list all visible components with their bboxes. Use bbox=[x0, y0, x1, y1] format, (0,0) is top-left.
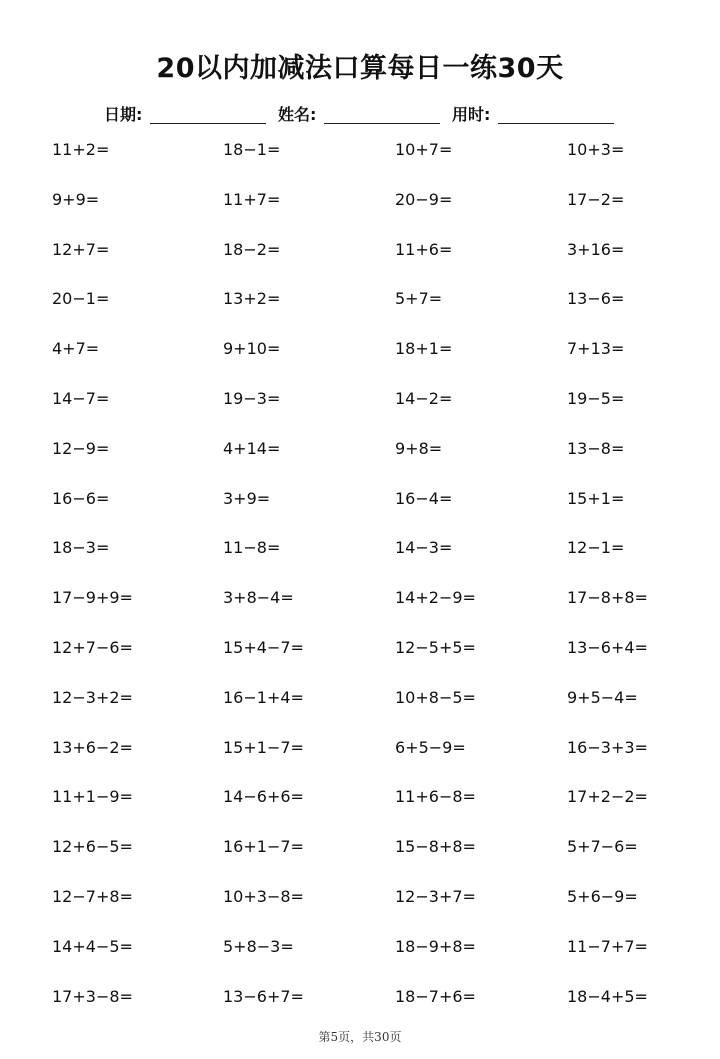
problem-item: 3+16= bbox=[567, 239, 625, 259]
problem-item: 12−3+2= bbox=[52, 687, 133, 707]
problem-item: 19−5= bbox=[567, 388, 625, 408]
page-title: 20以内加减法口算每日一练30天 bbox=[156, 53, 564, 84]
problem-item: 14−7= bbox=[52, 388, 110, 408]
problem-item: 6+5−9= bbox=[395, 737, 466, 757]
problem-item: 19−3= bbox=[223, 388, 281, 408]
problem-item: 14−2= bbox=[395, 388, 453, 408]
problem-item: 12−1= bbox=[567, 538, 625, 558]
problem-item: 16−4= bbox=[395, 488, 453, 508]
problem-row bbox=[52, 881, 692, 931]
problem-row bbox=[52, 682, 692, 732]
problem-item: 13+2= bbox=[223, 289, 281, 309]
problem-item: 13+6−2= bbox=[52, 737, 133, 757]
problem-row bbox=[52, 582, 692, 632]
problem-row bbox=[52, 781, 692, 831]
date-label: 日期: bbox=[104, 105, 143, 124]
problem-item: 12+6−5= bbox=[52, 837, 133, 857]
problem-row bbox=[52, 931, 692, 981]
problem-item: 12+7= bbox=[52, 239, 110, 259]
problem-item: 9+10= bbox=[223, 339, 281, 359]
problem-item: 12+7−6= bbox=[52, 637, 133, 657]
problem-item: 12−5+5= bbox=[395, 637, 476, 657]
problem-item: 16−1+4= bbox=[223, 687, 304, 707]
problem-item: 18−7+6= bbox=[395, 986, 476, 1006]
problem-row bbox=[52, 831, 692, 881]
name-field bbox=[278, 102, 440, 125]
problem-item: 12−9= bbox=[52, 438, 110, 458]
problem-item: 12−7+8= bbox=[52, 886, 133, 906]
info-row bbox=[0, 102, 720, 128]
problem-item: 20−9= bbox=[395, 189, 453, 209]
problem-item: 11−8= bbox=[223, 538, 281, 558]
problem-item: 9+5−4= bbox=[567, 687, 638, 707]
problem-item: 17+2−2= bbox=[567, 787, 648, 807]
problem-row bbox=[52, 383, 692, 433]
problem-item: 16+1−7= bbox=[223, 837, 304, 857]
problem-item: 16−6= bbox=[52, 488, 110, 508]
problem-item: 11+6= bbox=[395, 239, 453, 259]
problem-item: 15+1−7= bbox=[223, 737, 304, 757]
name-blank-line bbox=[324, 107, 440, 124]
problem-item: 18+1= bbox=[395, 339, 453, 359]
time-blank-line bbox=[498, 107, 614, 124]
problem-item: 15+1= bbox=[567, 488, 625, 508]
problem-row bbox=[52, 532, 692, 582]
problem-row bbox=[52, 981, 692, 1031]
problem-item: 10+3−8= bbox=[223, 886, 304, 906]
problem-item: 14−3= bbox=[395, 538, 453, 558]
name-label: 姓名: bbox=[278, 105, 317, 124]
page-number-footer: 第5页，共30页 bbox=[318, 1030, 402, 1044]
problem-item: 5+7= bbox=[395, 289, 443, 309]
problem-item: 13−6= bbox=[567, 289, 625, 309]
problem-item: 14+2−9= bbox=[395, 588, 476, 608]
problem-item: 17−2= bbox=[567, 189, 625, 209]
time-field bbox=[452, 102, 614, 125]
problem-item: 17+3−8= bbox=[52, 986, 133, 1006]
problem-item: 3+8−4= bbox=[223, 588, 294, 608]
problem-item: 15−8+8= bbox=[395, 837, 476, 857]
problem-item: 15+4−7= bbox=[223, 637, 304, 657]
problem-item: 11+2= bbox=[52, 140, 110, 159]
problem-item: 4+7= bbox=[52, 339, 100, 359]
problem-row bbox=[52, 632, 692, 682]
problem-row bbox=[52, 483, 692, 533]
problem-item: 18−4+5= bbox=[567, 986, 648, 1006]
problem-item: 10+3= bbox=[567, 140, 625, 159]
date-field bbox=[104, 102, 266, 125]
problem-row bbox=[52, 333, 692, 383]
problem-item: 20−1= bbox=[52, 289, 110, 309]
problem-item: 13−8= bbox=[567, 438, 625, 458]
problem-item: 14+4−5= bbox=[52, 936, 133, 956]
problem-item: 11+6−8= bbox=[395, 787, 476, 807]
problem-item: 11+1−9= bbox=[52, 787, 133, 807]
problem-row bbox=[52, 433, 692, 483]
problem-item: 4+14= bbox=[223, 438, 281, 458]
problem-item: 18−3= bbox=[52, 538, 110, 558]
problem-item: 18−9+8= bbox=[395, 936, 476, 956]
problem-row bbox=[52, 184, 692, 234]
problem-item: 3+9= bbox=[223, 488, 271, 508]
problem-item: 5+6−9= bbox=[567, 886, 638, 906]
problem-item: 9+9= bbox=[52, 189, 100, 209]
problem-row bbox=[52, 732, 692, 782]
problem-item: 17−8+8= bbox=[567, 588, 648, 608]
problem-row bbox=[52, 234, 692, 284]
problem-item: 18−2= bbox=[223, 239, 281, 259]
problem-item: 13−6+4= bbox=[567, 637, 648, 657]
problem-grid bbox=[52, 134, 692, 1030]
problem-item: 14−6+6= bbox=[223, 787, 304, 807]
problem-item: 18−1= bbox=[223, 140, 281, 159]
problem-item: 11−7+7= bbox=[567, 936, 648, 956]
problem-item: 10+7= bbox=[395, 140, 453, 159]
time-label: 用时: bbox=[452, 105, 491, 124]
problem-item: 7+13= bbox=[567, 339, 625, 359]
problem-item: 5+7−6= bbox=[567, 837, 638, 857]
problem-row bbox=[52, 283, 692, 333]
problem-item: 5+8−3= bbox=[223, 936, 294, 956]
problem-item: 16−3+3= bbox=[567, 737, 648, 757]
date-blank-line bbox=[150, 107, 266, 124]
problem-item: 11+7= bbox=[223, 189, 281, 209]
problem-item: 17−9+9= bbox=[52, 588, 133, 608]
problem-item: 13−6+7= bbox=[223, 986, 304, 1006]
problem-item: 9+8= bbox=[395, 438, 443, 458]
problem-row bbox=[52, 134, 692, 184]
problem-item: 12−3+7= bbox=[395, 886, 476, 906]
problem-item: 10+8−5= bbox=[395, 687, 476, 707]
